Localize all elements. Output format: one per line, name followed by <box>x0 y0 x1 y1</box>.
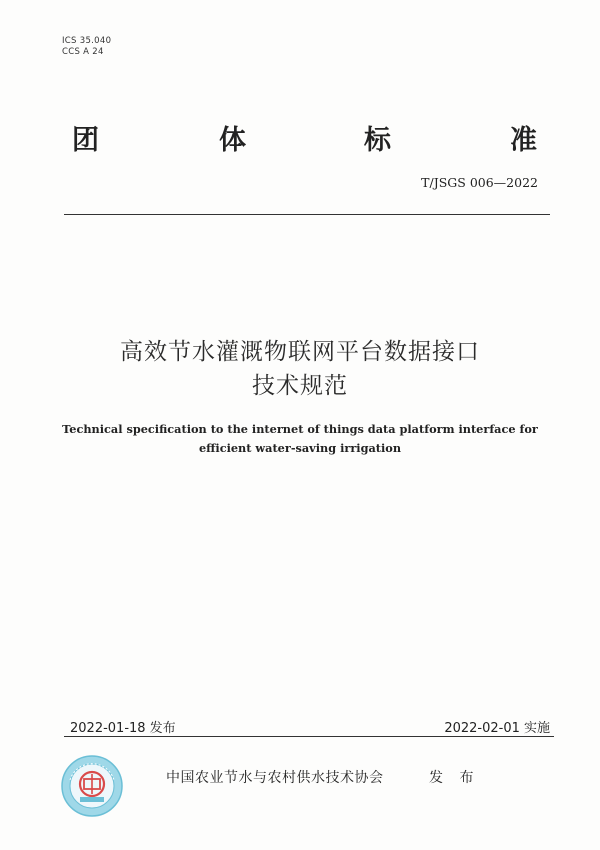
publish-label: 发 布 <box>429 770 480 786</box>
seal-emblem-icon <box>60 754 124 818</box>
bottom-divider <box>64 736 554 737</box>
association-seal <box>60 754 124 818</box>
implementation-date: 2022-02-01 实施 <box>444 721 550 736</box>
standard-type-char-1: 团 <box>72 125 99 156</box>
release-date: 2022-01-18 发布 <box>70 721 176 736</box>
title-en-line1: Technical specification to the internet of things data platform interface for <box>62 422 538 436</box>
top-divider <box>64 214 550 215</box>
standard-type-char-3: 标 <box>364 125 391 156</box>
publisher-name: 中国农业节水与农村供水技术协会 <box>166 770 384 786</box>
ics-code: ICS 35.040 <box>62 36 112 46</box>
standard-type-char-2: 体 <box>219 125 246 156</box>
title-cn-line1: 高效节水灌溉物联网平台数据接口 <box>120 339 480 365</box>
classification-codes <box>62 36 111 58</box>
standard-type-char-4: 准 <box>510 125 537 156</box>
standard-number: T/JSGS 006—2022 <box>421 175 538 190</box>
title-en-line2: efficient water-saving irrigation <box>198 441 402 455</box>
standard-type-heading <box>0 118 600 158</box>
ccs-code: CCS A 24 <box>62 47 104 57</box>
title-cn-line2: 技术规范 <box>252 373 348 399</box>
